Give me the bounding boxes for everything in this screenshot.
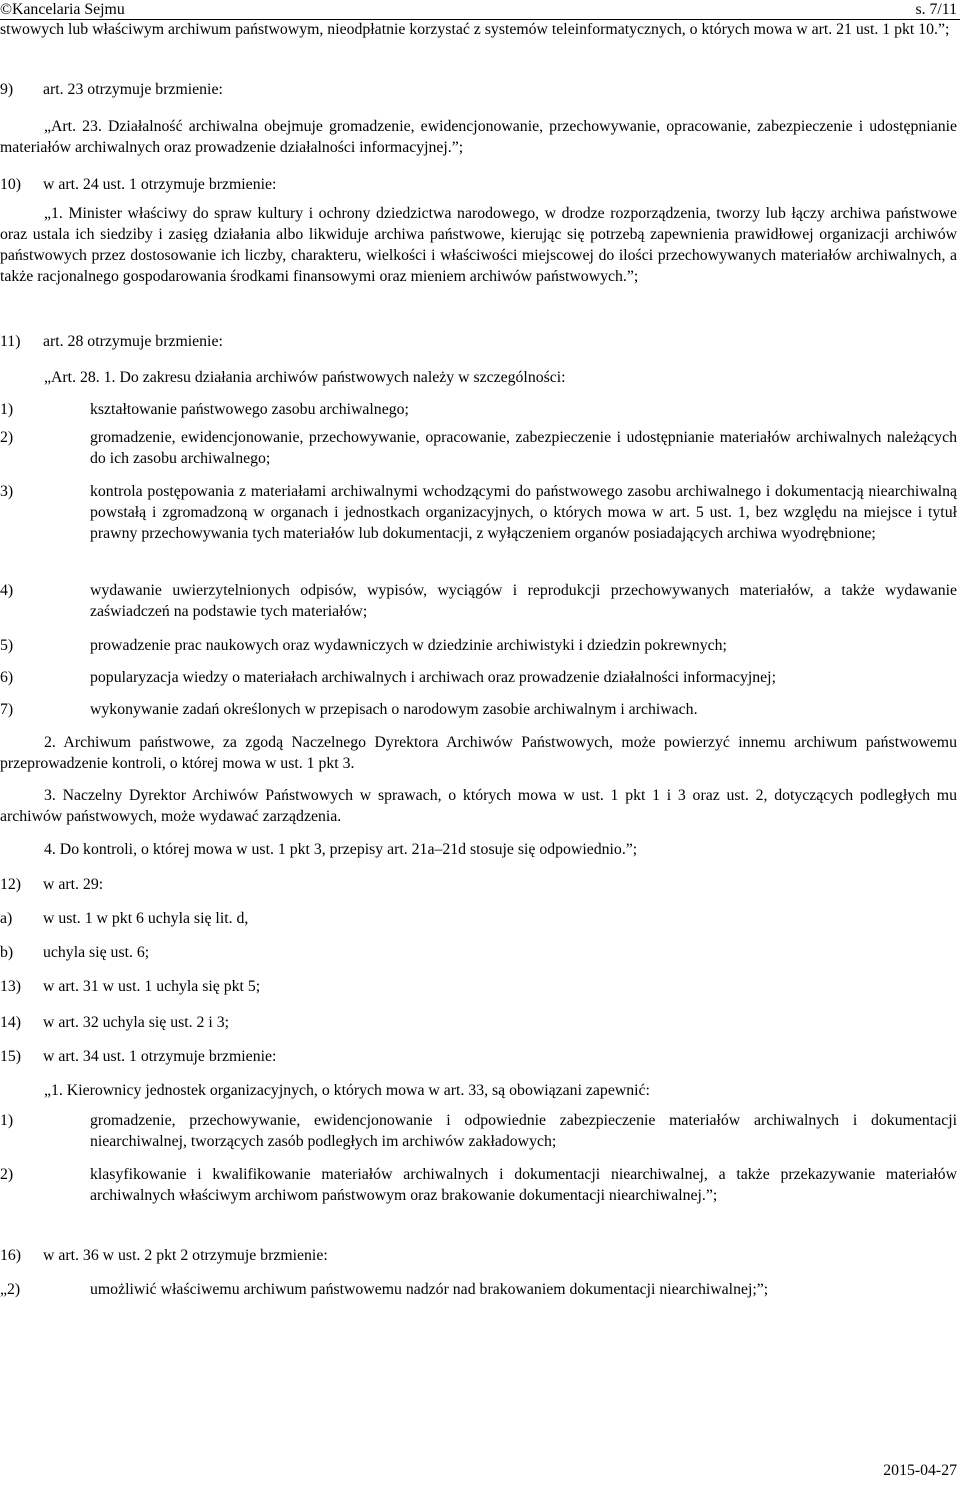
point-text: gromadzenie, ewidencjonowanie, przechowywanie, opracowanie, zabezpieczenie i udostępnianie materiałów archiwalnych należących do ich zasobu archiwalnego; [90, 429, 957, 467]
paragraph-continuation: stwowych lub właściwym archiwum państwowym, nieodpłatnie korzystać z systemów teleinformatycznych, o których mowa w art. 21 ust. 1 pkt 10.”; [0, 21, 950, 38]
point-number: 3) [0, 483, 14, 500]
point-number: 6) [0, 669, 14, 686]
item-number: 14) [0, 1014, 22, 1031]
point-text: prowadzenie prac naukowych oraz wydawniczych w dziedzinie archiwistyki i dziedzin pokrewnych; [90, 637, 727, 654]
art28-section-2: 2. Archiwum państwowe, za zgodą Naczelnego Dyrektora Archiwów Państwowych, może powierzyć innemu archiwum państwowemu przeprowadzenie kontroli, o której mowa w ust. 1 pkt 3. [0, 734, 957, 772]
art28-section-4: 4. Do kontroli, o której mowa w ust. 1 pkt 3, przepisy art. 21a–21d stosuje się odpowiednio.”; [44, 841, 638, 858]
item-text: art. 23 otrzymuje brzmienie: [43, 81, 223, 98]
art28-section-3: 3. Naczelny Dyrektor Archiwów Państwowych w sprawach, o których mowa w ust. 1 pkt 1 i 3 oraz ust. 2, dotyczących podległych mu archiwów państwowych, może wydawać zarządzenia. [0, 787, 957, 825]
footer-date: 2015-04-27 [883, 1462, 957, 1479]
point-number: 5) [0, 637, 14, 654]
point-number: 2) [0, 429, 14, 446]
item-text: w art. 34 ust. 1 otrzymuje brzmienie: [43, 1048, 277, 1065]
item-text: w art. 29: [43, 876, 104, 893]
point-number: 4) [0, 582, 14, 599]
item-text: w art. 31 w ust. 1 uchyla się pkt 5; [43, 978, 261, 995]
item-text: w art. 32 uchyla się ust. 2 i 3; [43, 1014, 230, 1031]
point-number: 2) [0, 1166, 14, 1183]
point-text: wydawanie uwierzytelnionych odpisów, wypisów, wyciągów i reprodukcji przechowywanych materiałów, a także wydawanie zaświadczeń na podstawie tych materiałów; [90, 582, 957, 620]
item-number: 11) [0, 333, 21, 350]
item-number: 15) [0, 1048, 22, 1065]
point-text: umożliwić właściwemu archiwum państwowemu nadzór nad brakowaniem dokumentacji niearchiwalnej;”; [90, 1281, 769, 1298]
item-number: 13) [0, 978, 22, 995]
point-number: 1) [0, 401, 14, 418]
point-number: 1) [0, 1112, 14, 1129]
item-number: 10) [0, 176, 22, 193]
point-text: kształtowanie państwowego zasobu archiwalnego; [90, 401, 409, 418]
item-text: w ust. 1 w pkt 6 uchyla się lit. d, [43, 910, 249, 927]
quote-art-24: „1. Minister właściwy do spraw kultury i ochrony dziedzictwa narodowego, w drodze rozporządzenia, tworzy lub łączy archiwa państwowe oraz ustala ich siedziby i zasięg działania albo likwiduje archiwa państwowe, kierując się potrzebą zapewnienia prawidłowej organizacji archiwów państwowych przez dostosowanie ich liczby, charakteru, wielkości i właściwości miejscowej do ilości przechowywanych materiałów archiwalnych, a także racjonalnego gospodarowania środkami finansowymi oraz mieniem archiwów państwowych.”; [0, 205, 957, 285]
header-page-number: s. 7/11 [915, 1, 957, 18]
quote-art-34: „1. Kierownicy jednostek organizacyjnych, o których mowa w art. 33, są obowiązani zapewnić: [44, 1082, 650, 1099]
item-letter: a) [0, 910, 13, 927]
point-text: klasyfikowanie i kwalifikowanie materiałów archiwalnych i dokumentacji niearchiwalnej, a także przekazywanie materiałów archiwalnych właściwym archiwom państwowym oraz brakowanie dokumentacji niearchiwalnej.”; [90, 1166, 957, 1204]
item-number: 12) [0, 876, 22, 893]
point-text: wykonywanie zadań określonych w przepisach o narodowym zasobie archiwalnym i archiwach. [90, 701, 698, 718]
point-number: „2) [0, 1281, 21, 1298]
quote-art-28: „Art. 28. 1. Do zakresu działania archiwów państwowych należy w szczególności: [44, 369, 566, 386]
item-text: art. 28 otrzymuje brzmienie: [43, 333, 223, 350]
quote-art-23: „Art. 23. Działalność archiwalna obejmuje gromadzenie, ewidencjonowanie, przechowywanie, opracowanie, zabezpieczenie i udostępnianie materiałów archiwalnych oraz prowadzenie działalności informacyjnej.”; [0, 118, 957, 156]
header-source: ©Kancelaria Sejmu [0, 1, 125, 18]
item-number: 9) [0, 81, 14, 98]
point-text: gromadzenie, przechowywanie, ewidencjonowanie i odpowiednie zabezpieczenie materiałów archiwalnych i dokumentacji niearchiwalnej, tworzących zasób podległych im archiwów zakładowych; [90, 1112, 957, 1150]
point-text: popularyzacja wiedzy o materiałach archiwalnych i archiwach oraz prowadzenie działalności informacyjnej; [90, 669, 776, 686]
item-text: w art. 36 w ust. 2 pkt 2 otrzymuje brzmienie: [43, 1247, 328, 1264]
item-text: uchyla się ust. 6; [43, 944, 150, 961]
item-number: 16) [0, 1247, 22, 1264]
item-letter: b) [0, 944, 14, 961]
point-text: kontrola postępowania z materiałami archiwalnymi wchodzącymi do państwowego zasobu archiwalnego i dokumentacją niearchiwalną powstałą i zgromadzoną w organach i jednostkach organizacyjnych, o których mowa w art. 5 ust. 1, bez względu na miejsce i tytuł prawny przechowywania tych materiałów lub dokumentacji, z wyłączeniem organów posiadających archiwa wyodrębnione; [90, 483, 957, 542]
item-text: w art. 24 ust. 1 otrzymuje brzmienie: [43, 176, 277, 193]
point-number: 7) [0, 701, 14, 718]
page-header [0, 0, 960, 20]
